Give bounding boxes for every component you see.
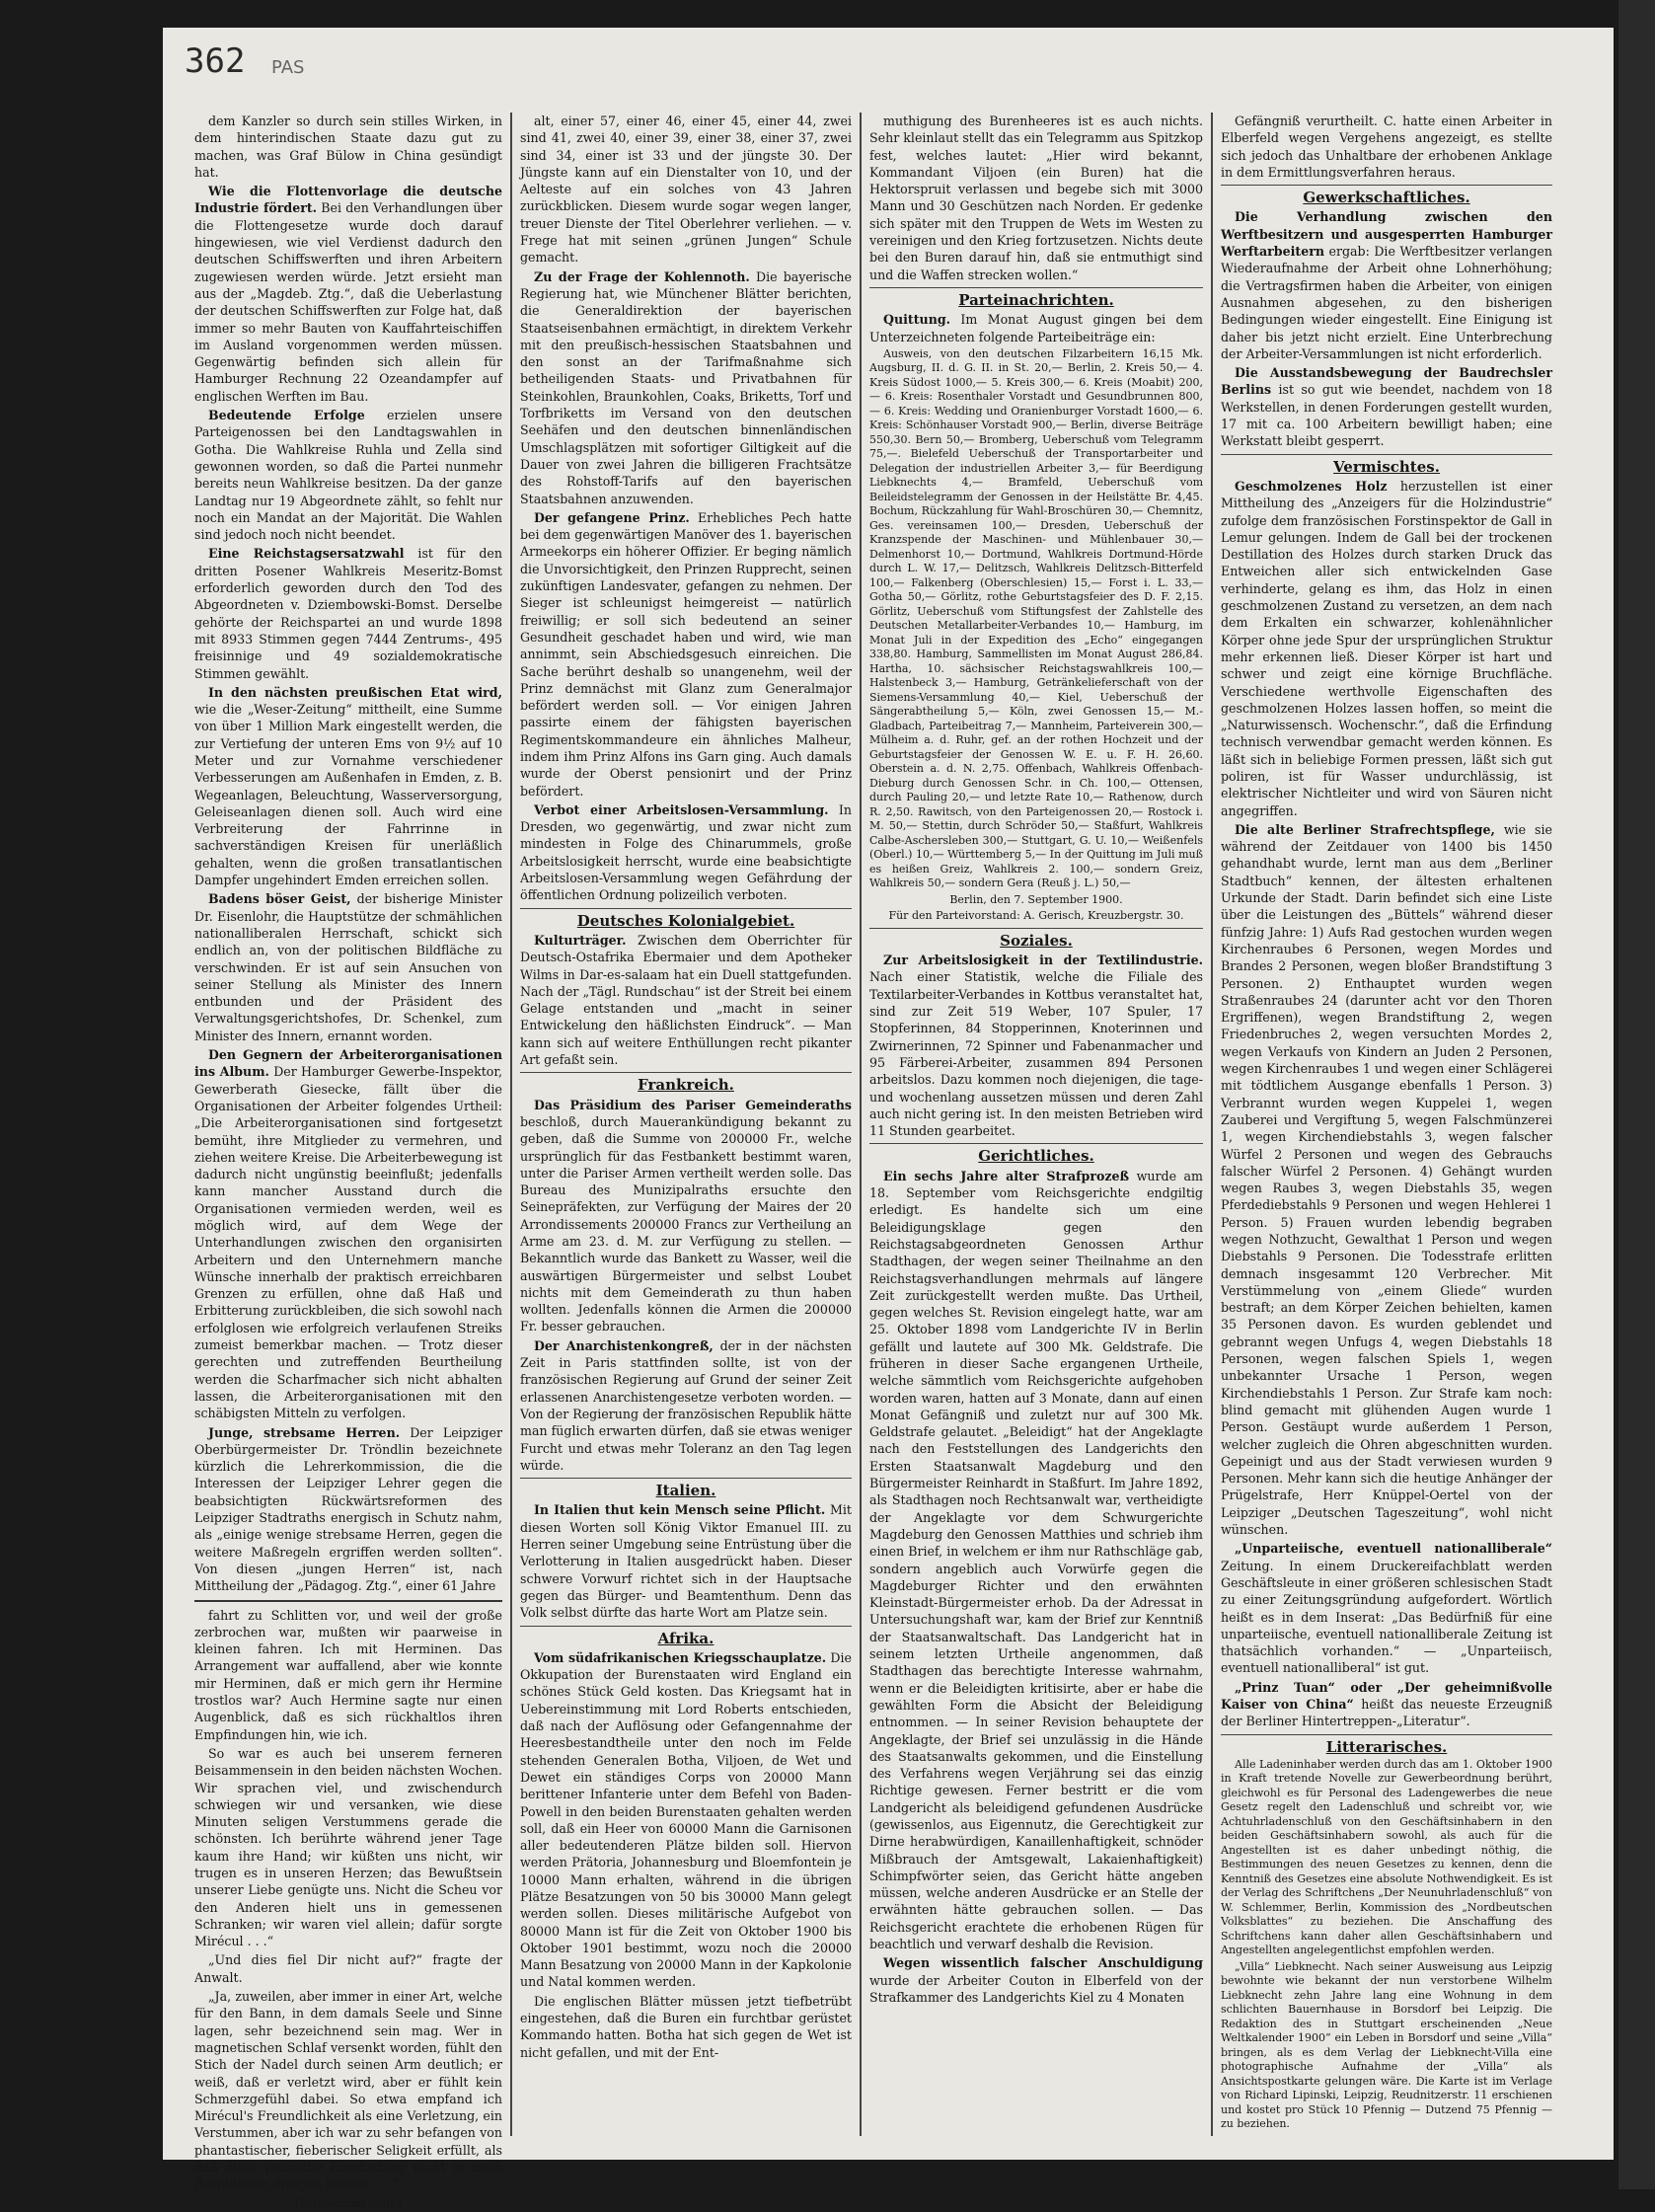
article-paragraph: [520, 1097, 852, 1335]
serial-paragraph: fahrt zu Schlitten vor, und weil der große zerbrochen war, mußten wir paarweise in kleinen fahren. Ich mit Herminen. Das Arrangement war auffallend, aber wie konnte mir Herminen, daß er mich gern ihr Hermine trostlos war? Auch Hermine sagte nur einen Augenblick, daß es sich rückhaltlos ihren Empfindungen hin, wie ich.: [194, 1607, 502, 1742]
signature-line: Für den Parteivorstand: A. Gerisch, Kreuzbergstr. 30.: [888, 909, 1184, 923]
article-headline: Zur Arbeitslosigkeit in der Textilindustrie.: [883, 953, 1203, 968]
column-rule: [1211, 113, 1213, 2136]
page-number: 362: [185, 41, 246, 81]
article-paragraph: [520, 1501, 852, 1621]
article-paragraph: [194, 684, 502, 889]
article-headline: Verbot einer Arbeitslosen-Versammlung.: [534, 801, 829, 817]
article-body: Erhebliches Pech hatte bei dem gegenwärtigen Manöver des 1. bayerischen Armeekorps ein höherer Offizier. Er beging nämlich die Unvorsichtigkeit, den Prinzen Rupprecht, seinen zukünftigen Landesvater, gefangen zu nehmen. Der Sieger ist schleunigst heimgereist — natürlich freiwillig; er soll sich bedeutend an seiner Gesundheit geschadet haben und wird, wie man annimmt, sein Abschiedsgesuch einreichen. Die Sache berührt deshalb so unangenehm, weil der Prinz demnächst mit Glanz zum Generalmajor befördert werden soll. — Vor einigen Jahren passirte einem der fähigsten bayerischen Regimentskommandeure ein ähnliches Malheur, indem ihm Prinz Alfons ins Garn ging. Auch damals wurde der Oberst pensionirt und der Prinz befördert.: [520, 509, 852, 799]
serial-paragraph: „Und dies fiel Dir nicht auf?“ fragte der Anwalt.: [194, 1952, 502, 1985]
column-3: [869, 113, 1203, 2146]
column-1: [194, 113, 502, 2210]
serial-paragraph: So war es auch bei unserem ferneren Beisammensein in den beiden nächsten Wochen. Wir sprachen viel, und zwischendurch schwiegen wir und versanken, wie diese Minuten seligen Verstummens gerade die schönsten. Ich berührte während jener Tage kaum ihre Hand; wir küßten uns nicht, wir trugen es in unseren Herzen; das Bewußtsein unserer Liebe genügte uns. Nicht die Scheu vor den Anderen hielt uns in gemessenen Schranken; wir waren viel allein; dafür sorgte Mirécul . . .“: [194, 1745, 502, 1949]
article-paragraph: [1221, 113, 1552, 181]
article-headline: Wegen wissentlich falscher Anschuldigung: [883, 1955, 1203, 1971]
article-body: Zeitung. In einem Druckereifachblatt werden Geschäftsleute in einer größeren schlesischen Stadt zu einer Zeitungsgründung aufgefordert. Wörtlich heißt es in dem Inserat: „Das Bedürfniß für eine unparteiische, eventuell nationalliberale Zeitung ist thatsächlich vorhanden.“ — „Unparteiisch, eventuell nationalliberal“ ist gut.: [1221, 1558, 1552, 1676]
article-headline: Ein sechs Jahre alter Strafprozeß: [883, 1168, 1130, 1183]
fine-print-paragraph: Alle Ladeninhaber werden durch das am 1. Oktober 1900 in Kraft tretende Novelle zur Gewerbeordnung berührt, gleichwohl es für Personal des Ladengewerbes die neue Gesetz regelt den Ladenschluß und schreibt vor, wie Achtuhrladenschluß von den Geschäftsinhabern in den beiden Geschäftsinhabern sowohl, als auch für die Angestellten ist es daher unbedingt nöthig, die Bestimmungen des neuen Gesetzes zu kennen, denn die Kenntniß des Gesetzes eine absolute Nothwendigkeit. Es ist der Verlag des Schriftchens „Der Neunuhrladenschluß“ von W. Schlemmer, Berlin, Kommission des „Nordbeutschen Volksblattes“ zu beziehen. Die Anschaffung des Schriftchens kann daher allen Geschäftsinhabern und Angestellten angelegentlichst empfohlen werden.: [1221, 1757, 1552, 1957]
article-paragraph: [520, 1993, 852, 2061]
article-paragraph: [520, 113, 852, 267]
article-body: alt, einer 57, einer 46, einer 45, einer 44, zwei sind 41, zwei 40, einer 39, einer 38, einer 37, zwei sind 34, einer ist 33 und der jüngste 30. Der Jüngste kann auf ein Dienstalter von 10, und der Aelteste auf ein solches von 43 Jahren zurückblicken. Diesem wurde sogar wegen langer, treuer Dienste der Titel Oberlehrer verliehen. — v. Frege hat mit seinen „grünen Jungen“ Schule gemacht.: [520, 114, 852, 266]
continuation-note: (Fortsetzung folgt.): [294, 2196, 403, 2210]
section-rule: [869, 1143, 1203, 1144]
article-body: beschloß, durch Mauerankündigung bekannt zu geben, daß die Summe von 200000 Fr., welche ursprünglich für das Festbankett bestimmt waren, unter die Pariser Armen vertheilt werden solle. Das Bureau des Munizipalraths ersuchte den Seinepräfekten, zur Verfügung der Maires der 20 Arrondissements 200000 Francs zur Vertheilung an Arme am 23. d. M. zur Verfügung zu stellen. — Bekanntlich wurde das Bankett zu Wasser, weil die auswärtigen Bürgermeister und selbst Loubet nichts mit dem Gemeinderath zu thun haben wollten. Jedenfalls können die Armen die 200000 Fr. besser gebrauchen.: [520, 1113, 852, 1335]
article-body: Zwischen dem Oberrichter für Deutsch-Ostafrika Ebermaier und dem Apotheker Wilms in Dar-es-salaam hat ein Duell stattgefunden. Nach der „Tägl. Rundschau“ ist der Streit bei einem Gelage entstanden und „macht in seiner Entwickelung den häßlichsten Eindruck“. — Man kann sich auf weitere Enthüllungen recht pikanter Art gefaßt sein.: [520, 932, 852, 1068]
article-paragraph: [520, 1337, 852, 1474]
fine-print-paragraph: Ausweis, von den deutschen Filzarbeitern 16,15 Mk. Augsburg, II. d. G. II. in St. 20,— Berlin, 2. Kreis 50,— 4. Kreis Südost 1000,— 5. Kreis 300,— 6. Kreis (Moabit) 200,— 6. Kreis: Rosenthaler Vorstadt und Gesundbrunnen 800,— 6. Kreis: Wedding und Oranienburger Vorstadt 1600,— 6. Kreis: Schönhauser Vorstadt 900,— Berlin, diverse Beiträge 550,30. Bern 50,— Bromberg, Ueberschuß vom Telegramm 75,—. Bielefeld Ueberschuß der Transportarbeiter und Delegation der industriellen Arbeiter 3,— für Beerdigung Liebknechts 4,— Bramfeld, Ueberschuß vom Beileidstelegramm der Genossen in der Heilstätte Br. 4,45. Bochum, Rückzahlung für Wahl-Broschüren 30,— Chemnitz, Ges. vereinsamen 100,— Dresden, Ueberschuß der Kranzspende der Maschinen- und Mühlenbauer 30,— Delmenhorst 10,— Dortmund, Wahlkreis Dortmund-Hörde durch L. W. 17,— Delitzsch, Wahlkreis Delitzsch-Bitterfeld 100,— Falkenberg (Oberschlesien) 15,— Forst i. L. 33,— Gotha 50,— Görlitz, rothe Geburtstagsfeier des D. F. 2,15. Görlitz, Ueberschuß vom Stiftungsfest der Zahlstelle des Deutschen Metallarbeiter-Verbandes 10,— Hamburg, im Monat Juli in der Expedition des „Echo“ eingegangen 338,80. Hamburg, Sammellisten im Monat August 286,84. Hartha, 10. sächsischer Reichstagswahlkreis 100,— Halstenbeck 3,— Hamburg, Getränkelieferschaft von der Siemens-Versammlung 40,— Kiel, Ueberschuß der Sängerabtheilung 5,— Köln, zwei Genossen 15,— M.-Gladbach, Parteibeitrag 7,— Mannheim, Parteiverein 300,— Mülheim a. d. Ruhr, gef. an der rothen Hochzeit und der Geburtstagsfeier der Genossen W. E. u. F. H. 26,60. Oberstein a. d. N. 2,75. Offenbach, Wahlkreis Offenbach-Dieburg durch Genossen Schr. in Ch. 100,— Ottensen, durch Pauling 20,— und letzte Rate 10,— Rathenow, durch R. 2,50. Rawitsch, von den Parteigenossen 20,— Rostock i. M. 50,— Stettin, durch Schröder 50,— Staßfurt, Wahlkreis Calbe-Aschersleben 300,— Stuttgart, G. U. 10,— Weißenfels (Oberl.) 10,— Württemberg 5,— In der Quittung im Juli muß es heißen Greiz, Wahlkreis 2. 100,— sondern Greiz, Wahlkreis 50,— sondern Gera (Reuß j. L.) 50,—: [869, 346, 1203, 890]
article-body: Der Hamburger Gewerbe-Inspektor, Gewerberath Giesecke, fällt über die Organisationen der Arbeiter folgendes Urtheil: „Die Arbeiterorganisationen sind fortgesetzt bemüht, ihre Mitglieder zu vermehren, und ziehen weitere Kreise. Die Arbeiterbewegung ist dadurch nicht ungünstig beeinflußt; jedenfalls kann mancher Ausstand durch die Organisationen vermieden werden, weil es möglich wird, auf dem Wege der Unterhandlungen zwischen den organisirten Arbeitern und den Unternehmern manche Wünsche innerhalb der praktisch erreichbaren Grenzen zu erfüllen, ohne daß Haß und Erbitterung zurückbleiben, die sich sowohl nach erfolglosen wie erfolgreich verlaufenen Streiks zumeist bemerkbar machen. — Trotz dieser gerechten und zutreffenden Beurtheilung werden die Scharfmacher sich nicht abhalten lassen, die Arbeiterorganisationen mit den schäbigsten Mitteln zu verfolgen.: [194, 1064, 502, 1421]
newspaper-page: [163, 28, 1614, 2210]
article-headline: Der Anarchistenkongreß,: [534, 1337, 714, 1353]
section-heading: Soziales.: [1000, 931, 1073, 950]
article-paragraph: [1221, 821, 1552, 1538]
section-heading: Deutsches Kolonialgebiet.: [576, 911, 795, 930]
section-heading: Parteinachrichten.: [958, 290, 1114, 309]
article-paragraph: [520, 1649, 852, 1991]
section-heading: Afrika.: [657, 1629, 715, 1647]
article-body: dem Kanzler so durch sein stilles Wirken, in dem hinterindischen Staate dazu gut zu machen, was Graf Bülow in China gesündigt hat.: [194, 114, 502, 180]
article-body: Bei den Verhandlungen über die Flottengesetze wurde doch darauf hingewiesen, wie viel Verdienst dadurch den deutschen Schiffswerften und ihren Arbeitern zugewiesen werden würde. Jetzt ersieht man aus der „Magdeb. Ztg.“, daß die Ueberlastung der deutschen Schiffswerften zur Folge hat, daß immer so mehr Bauten von Kauffahrteischiffen im Ausland vorgenommen werden müssen. Gegenwärtig befinden sich allein für Hamburger Rechnung 22 Ozeandampfer auf englischen Werften im Bau.: [194, 200, 502, 404]
article-body: muthigung des Burenheeres ist es auch nichts. Sehr kleinlaut stellt das ein Telegramm aus Spitzkop fest, welches lautet: „Hier wird bekannt, Kommandant Viljoen (ein Buren) hat die Hektorspruit verlassen und begebe sich mit 3000 Mann und 30 Geschützen nach Norden. Er gedenke sich später mit den Truppen de Wets im Westen zu vereinigen und den Krieg fortzusetzen. Nichts deute bei den Buren darauf hin, daß sie entmuthigt sind und die Waffen strecken wollen.“: [869, 114, 1203, 282]
scan-edge: [1618, 0, 1655, 2189]
section-rule: [869, 928, 1203, 929]
serial-paragraph: „Ja, zuweilen, aber immer in einer Art, welche für den Bann, in dem damals Seele und Sinne lagen, sehr bezeichnend sein mag. Wer in magnetischen Schlaf versenkt worden, fühlt den Stich der Nadel durch seinen Arm deutlich; er weiß, daß er verletzt wird, aber er fühlt kein Schmerzgefühl dabei. So etwa empfand ich Mirécul's Freundlichkeit als eine Verletzung, ein Verstummen, aber ich war zu sehr befangen von phantastischer, fieberischer Seligkeit erfüllt, als daß diese peinliche Empfindung nicht in mein Bewußtsein dringen konnte . . .“: [194, 1989, 502, 2192]
column-rule: [510, 113, 512, 2136]
article-body: wie sie während der Zeitdauer von 1400 bis 1450 gehandhabt wurde, lernt man aus dem „Berliner Stadtbuch“ kennen, der ältesten erhaltenen Urkunde der Stadt. Darin befindet sich eine Liste über die Leistungen des „Büttels“ während dieser fünfzig Jahre: 1) Aufs Rad gestochen wurden wegen Kirchenraubes 6 Personen, wegen Mordes und Brandes 2 Personen, wegen bloßer Brandstiftung 3 Personen. 2) Enthauptet wurden wegen Straßenraubes 24 (darunter acht vor den Thoren Ergriffenen), wegen Brandstiftung 2, wegen Friedenbruches 2, wegen versuchten Mordes 2, wegen Verkaufs von Kindern an Juden 2 Personen, wegen Kirchenraubes 1 und wegen einer Schlägerei mit tödtlichem Ausgange ebenfalls 1 Person. 3) Verbrannt wurden wegen Kuppelei 1, wegen Zauberei und Vergiftung 5, wegen Falschmünzerei 1, wegen Kirchendiebstahls 3, wegen falscher Würfel 2 Personen und wegen des Gebrauchs falscher Würfel 2 Personen. 4) Gehängt wurden wegen Raubes 3, wegen Diebstahls 35, wegen Pferdediebstahls 9 Personen und wegen Hehlerei 1 Person. 5) Frauen wurden lebendig begraben wegen Nothzucht, Gewalthat 1 Person und wegen Diebstahls 9 Personen. Die Todesstrafe erlitten demnach insgesammt 120 Verbrecher. Mit Verstümmelung von „einem Gliede“ wurden bestraft; an dem Körper Zeichen behielten, kamen 35 Personen davon. Es wurden geblendet und gebrannt wegen Unfugs 4, wegen Diebstahls 18 Personen, wegen falschen Spiels 1, wegen unbekannter Ursache 1 Person, wegen Kirchendiebstahls 1 Person. Zur Strafe kam noch: blind gemacht mit glühenden Augen wurde 1 Person. Gestäupt wurde außerdem 1 Person, welcher zugleich die Ohren abgeschnitten wurden. Gepeinigt und aus der Stadt verwiesen wurden 9 Personen. Mehr kann sich die heutige Anhänger der Prügelstrafe, Herr Knüppel-Oertel von der Leipziger „Deutschen Tageszeitung“, wohl nicht wünschen.: [1221, 821, 1552, 1538]
article-body: Im Monat August gingen bei dem Unterzeichneten folgende Parteibeiträge ein:: [869, 312, 1203, 344]
article-body: ist für den dritten Posener Wahlkreis Meseritz-Bomst erforderlich geworden durch den Tod des Abgeordneten v. Dziembowski-Bomst. Derselbe gehörte der Reichspartei an und wurde 1898 mit 8933 Stimmen gegen 7444 Zentrums-, 495 freisinnige und 49 sozialdemokratische Stimmen gewählt.: [194, 546, 502, 681]
column-1-news: [194, 113, 502, 1595]
article-headline: Kulturträger.: [534, 932, 627, 948]
article-body: der bisherige Minister Dr. Eisenlohr, die Hauptstütze der schmählichen nationalliberalen Herrschaft, schickt sich endlich an, von der politischen Bildfläche zu verschwinden. Er ist auf sein Ansuchen von seiner Stellung als Minister des Innern entbunden und der Präsident des Verwaltungsgerichtshofes, Dr. Schenkel, zum Minister des Innern, ernannt worden.: [194, 891, 502, 1043]
article-paragraph: [194, 407, 502, 543]
article-paragraph: [1221, 208, 1552, 362]
archive-stamp: PAS: [271, 57, 305, 78]
article-body: Nach einer Statistik, welche die Filiale des Textilarbeiter-Verbandes in Kottbus veranstaltet hat, sind zur Zeit 519 Weber, 107 Spuler, 17 Stopferinnen, 84 Stopperinnen, Knoterinnen und Zwirnerinnen, 72 Spinner und Fabenanmacher und 95 Färberei-Arbeiter, zusammen 894 Personen arbeitslos. Dazu kommen noch diejenigen, die tage- und wochenlang aussetzen müssen und deren Zahl auch nicht gering ist. In den meisten Betrieben wird 11 Stunden gearbeitet.: [869, 969, 1203, 1139]
article-body: Mit diesen Worten soll König Viktor Emanuel III. zu Herren seiner Umgebung seine Entrüstung über die Verlotterung in Italien ausgedrückt haben. Dieser schwere Vorwurf richtet sich in der Hauptsache gegen das Bürger- und Beamtenthum. Denn das Volk selbst dürfte das harte Wort am Platze sein.: [520, 1502, 852, 1621]
fine-print-paragraph: „Villa“ Liebknecht. Nach seiner Ausweisung aus Leipzig bewohnte wie bekannt der nun verstorbene Wilhelm Liebknecht zehn Jahre lang eine Wohnung in dem schlichten Bauernhause in Borsdorf bei Leipzig. Die Redaktion des in Stuttgart erscheinenden „Neue Weltkalender 1900“ ein Leben in Borsdorf und seine „Villa“ bringen, als es dem Verlag der Liebknecht-Villa eine photographische Aufnahme der „Villa“ als Ansichtspostkarte gelungen wäre. Die Karte ist im Verlage von Richard Lipinski, Leipzig, Reudnitzerstr. 11 erschienen und kostet pro Stück 10 Pfennig — Dutzend 75 Pfennig — zu beziehen.: [1221, 1959, 1552, 2131]
article-paragraph: [1221, 364, 1552, 449]
section-rule: [1221, 454, 1552, 455]
article-body: herzustellen ist einer Mittheilung des „Anzeigers für die Holzindustrie“ zufolge dem französischen Forstinspektor de Gall in Lemur gelungen. Indem de Gall bei der trockenen Destillation des Holzes durch starken Druck das Entweichen aller sich entwickelnden Gase verhinderte, gelang es ihm, das Holz in einen geschmolzenen Zustand zu versetzen, an dem nach dem Erkalten ein schwarzer, kohlenähnlicher Körper ohne jede Spur der ursprünglichen Struktur mehr erkennen ließ. Dieser Körper ist hart und schwer und zeigt eine körnige Bruchfläche. Verschiedene werthvolle Eigenschaften des geschmolzenen Holzes lassen hoffen, so meint die „Naturwissensch. Wochenschr.“, daß die Erfindung technisch verwendbar gemacht werden können. Es läßt sich in beliebige Formen pressen, läßt sich gut poliren, ist für Wasser undurchlässig, ist elektrischer Nichtleiter und wird von Säuren nicht angegriffen.: [1221, 478, 1552, 818]
article-headline: Den Gegnern der Arbeiterorganisationen ins Album.: [194, 1047, 502, 1080]
section-rule: [520, 1072, 852, 1073]
section-rule: [520, 1626, 852, 1627]
article-headline: Eine Reichstagsersatzwahl: [208, 546, 405, 562]
column-4: [1221, 113, 1552, 2146]
article-paragraph: [194, 113, 502, 181]
section-heading: Vermischtes.: [1333, 457, 1440, 476]
article-headline: „Unparteiische, eventuell nationalliberale“: [1235, 1541, 1552, 1557]
section-heading: Gerichtliches.: [978, 1147, 1094, 1166]
section-rule: [520, 908, 852, 909]
section-rule: [1221, 185, 1552, 186]
article-headline: Zu der Frage der Kohlennoth.: [534, 268, 750, 284]
article-paragraph: [520, 801, 852, 904]
article-paragraph: [194, 183, 502, 405]
feuilleton-serial: [194, 1607, 502, 2193]
article-headline: Badens böser Geist,: [208, 891, 351, 907]
article-body: In Dresden, wo gegenwärtig, und zwar nicht zum mindesten in Folge des Chinarummels, große Arbeitslosigkeit herrscht, wurde eine beabsichtigte Arbeitslosen-Versammlung wegen Gefährdung der öffentlichen Ordnung polizeilich verboten.: [520, 801, 852, 903]
feuilleton-divider: [194, 1600, 502, 1602]
article-headline: Wie die Flottenvorlage die deutsche Industrie fördert.: [194, 184, 502, 216]
signature-line: Berlin, den 7. September 1900.: [949, 892, 1123, 906]
article-paragraph: [1221, 478, 1552, 819]
article-headline: Das Präsidium des Pariser Gemeinderaths: [534, 1097, 852, 1112]
section-rule: [1221, 1734, 1552, 1735]
article-paragraph: [194, 890, 502, 1044]
article-body: heißt das neueste Erzeugniß der Berliner Hintertreppen-„Literatur“.: [1221, 1697, 1552, 1729]
article-headline: Die alte Berliner Strafrechtspflege,: [1235, 821, 1495, 837]
article-headline: Junge, strebsame Herren.: [208, 1424, 401, 1440]
section-heading: Gewerkschaftliches.: [1303, 189, 1470, 207]
article-paragraph: [520, 268, 852, 507]
section-heading: Litterarisches.: [1325, 1737, 1448, 1756]
article-headline: Geschmolzenes Holz: [1235, 478, 1388, 494]
column-rule: [860, 113, 862, 2136]
article-headline: Der gefangene Prinz.: [534, 509, 690, 525]
article-paragraph: [1221, 1679, 1552, 1730]
article-body: Gefängniß verurtheilt. C. hatte einen Arbeiter in Elberfeld wegen Vergehens angezeigt, es stellte sich jedoch das Unhaltbare der erhobenen Anklage in dem Ermittlungsverfahren heraus.: [1221, 114, 1552, 180]
article-paragraph: [520, 509, 852, 800]
article-body: Die bayerische Regierung hat, wie Münchener Blätter berichten, die Generaldirektion der bayerischen Staatseisenbahnen ermächtigt, in direktem Verkehr mit den preußisch-hessischen Staatsbahnen und den sonst an der Tarifmaßnahme sich betheiligenden Staats- und Privatbahnen für Steinkohlen, Braunkohlen, Coaks, Briketts, Torf und Torfbriketts im Versand von den deutschen Seehäfen und den deutschen binnenländischen Umschlagsplätzen mit sofortiger Giltigkeit auf die Dauer von zwei Jahren die billigeren Frachtsätze des Rohstoff-Tarifs auf den bayerischen Staatsbahnen anzuwenden.: [520, 268, 852, 506]
article-headline: In Italien thut kein Mensch seine Pflicht.: [534, 1502, 826, 1518]
column-2: [520, 113, 852, 2146]
article-body: wurde der Arbeiter Couton in Elberfeld von der Strafkammer des Landgerichts Kiel zu 4 Monaten: [869, 1972, 1203, 2005]
article-headline: Die Verhandlung zwischen den Werftbesitzern und ausgesperrten Hamburger Werftarbeitern: [1221, 209, 1552, 260]
article-body: ist so gut wie beendet, nachdem von 18 Werkstellen, in denen Forderungen gestellt wurden, 17 mit ca. 100 Arbeitern bewilligt haben; eine Werkstatt bleibt gesperrt.: [1221, 382, 1552, 449]
article-body: der in der nächsten Zeit in Paris stattfinden sollte, ist von der französischen Regierung auf Grund der seiner Zeit erlassenen Anarchistengesetze verboten worden. — Von der Regierung der französischen Republik hätte man füglich erwarten dürfen, daß sie etwas weniger Furcht und etwas mehr Toleranz an den Tag legen würde.: [520, 1337, 852, 1473]
article-paragraph: [1221, 1540, 1552, 1676]
article-paragraph: [869, 1954, 1203, 2006]
article-body: Der Leipziger Oberbürgermeister Dr. Tröndlin bezeichnete kürzlich die Lehrerkommission, die die Interessen der Leipziger Lehrer gegen die beabsichtigten Rückwärtsreformen des Leipziger Stadtraths energisch in Schutz nahm, als „einige wenige strebsame Herren, gegen die weitere Maßregeln ergriffen werden sollten“. Von diesen „jungen Herren“ ist, nach Mittheilung der „Pädagog. Ztg.“, einer 61 Jahre: [194, 1424, 502, 1594]
section-rule: [869, 287, 1203, 288]
article-body: wie die „Weser-Zeitung“ mittheilt, eine Summe von über 1 Million Mark eingestellt werden, die zur Vertiefung der unteren Ems von 9½ auf 10 Meter und zur Vornahme verschiedener Verbesserungen am Außenhafen in Emden, z. B. Wegeanlagen, Beleuchtung, Wasserversorgung, Geleiseanlagen dienen soll. Auch wird eine Verbreiterung der Fahrrinne in sachverständigen Kreisen für unerläßlich gehalten, wenn die großen transatlantischen Dampfer ungehindert Emden erreichen sollen.: [194, 702, 502, 888]
article-headline: Quittung.: [883, 312, 951, 328]
article-paragraph: [520, 932, 852, 1068]
section-heading: Frankreich.: [638, 1076, 734, 1095]
article-paragraph: [869, 113, 1203, 283]
article-paragraph: [194, 1046, 502, 1422]
article-paragraph: [194, 545, 502, 681]
article-body: wurde am 18. September vom Reichsgerichte endgiltig erledigt. Es handelte sich um eine Beleidigungsklage gegen den Reichstagsabgeordneten Genossen Arthur Stadthagen, der wegen seiner Theilnahme an den Reichstagsverhandlungen mehrmals auf längere Zeit zurückgestellt werden mußte. Das Urtheil, gegen welches St. Revision eingelegt hatte, war am 25. Oktober 1898 vom Landgerichte IV in Berlin gefällt und lautete auf 300 Mk. Geldstrafe. Die früheren in dieser Sache ergangenen Urtheile, welche sämmtlich vom Reichsgerichte aufgehoben worden waren, hatten auf 3 Monate, dann auf einen Monat Gefängniß und zuletzt nur auf 300 Mk. Geldstrafe gelautet. „Beleidigt“ hat der Angeklagte nach den Feststellungen des Landgerichts den Ersten Staatsanwalt Magdeburg und den Bürgermeister Reinhardt in Staßfurt. Im Jahre 1892, als Stadthagen noch Rechtsanwalt war, vertheidigte der Angeklagte vor dem Schwurgerichte Magdeburg den Genossen Matthies und schrieb ihm einen Brief, in welchem er ihm nur Rathschläge gab, sondern angeblich auch Vorwürfe gegen die Magdeburger Richter und den erwähnten Kleinstadt-Bürgermeister erhob. Da der Adressat in Untersuchungshaft war, kam der Brief zur Kenntniß der Staatsanwaltschaft. Das Landgericht hat in seinem letzten Urtheile angenommen, daß Stadthagen das berechtigte Interesse wahrnahm, wenn er die Beleidigten kritisirte, aber er habe die gewählten Form die Absicht der Beleidigung entnommen. — In seiner Revision behauptete der Angeklagte, der Brief sei unzulässig in die Hände des Staatsanwalts gekommen, und die Einstellung des Verfahrens wegen Verjährung sei das einzig Richtige gewesen. Ferner bestritt er die vom Landgericht als beleidigend gefundenen Ausdrücke (gewissenlos, aus Eigennutz, die Gerechtigkeit zur Dirne herabwürdigen, Kanaillenhaftigkeit, schnöder Mißbrauch der Amtsgewalt, Lakaienhaftigkeit) Schimpfwörter seien, das Gericht hätte angeben müssen, welche anderen Ausdrücke er an Stelle der erwähnten hätte gebrauchen sollen. — Das Reichsgericht erachtete die erhobenen Rügen für beachtlich und verwarf deshalb die Revision.: [869, 1168, 1203, 1952]
article-body: erzielen unsere Parteigenossen bei den Landtagswahlen in Gotha. Die Wahlkreise Ruhla und Zella sind gewonnen worden, so daß die Partei nunmehr bereits neun Wahlkreise besitzen. Da der ganze Landtag nur 19 Abgeordnete zählt, so fehlt nur noch ein Mandat an der Majorität. Die Wahlen sind jedoch noch nicht beendet.: [194, 408, 502, 543]
article-paragraph: [869, 1168, 1203, 1953]
article-headline: In den nächsten preußischen Etat wird,: [208, 684, 502, 700]
article-paragraph: [869, 952, 1203, 1139]
article-paragraph: [869, 311, 1203, 345]
article-headline: „Prinz Tuan“ oder „Der geheimnißvolle Kaiser von China“: [1221, 1679, 1552, 1713]
article-headline: Vom südafrikanischen Kriegsschauplatze.: [534, 1649, 827, 1665]
article-headline: Bedeutende Erfolge: [208, 408, 365, 423]
article-body: Die Okkupation der Burenstaaten wird England ein schönes Stück Geld kosten. Das Kriegsamt hat in Uebereinstimmung mit Lord Roberts entschieden, daß nach der Auflösung oder Gefangennahme der Heeresbestandtheile unter den noch im Felde stehenden Generalen Botha, Viljoen, de Wet und Dewet ein ständiges Corps von 20000 Mann berittener Infanterie unter dem Befehl von Baden-Powell in den beiden Burenstaaten gehalten werden soll, daß ein Heer von 60000 Mann die Garnisonen aller bedeutenderen Plätze bilden soll. Hiervon werden Prätoria, Johannesburg und Bloemfontein je 10000 Mann erhalten, während in die übrigen Plätze Besatzungen von 50 bis 30000 Mann gelegt werden sollen. Dieses militärische Aufgebot von 80000 Mann ist für die Zeit von Oktober 1900 bis Oktober 1901 bestimmt, wozu noch die 20000 Mann Besatzung von 20000 Mann in der Kapkolonie und Natal kommen werden.: [520, 1649, 852, 1990]
article-body: ergab: Die Werftbesitzer verlangen Wiederaufnahme der Arbeit ohne Lohnerhöhung; die Vertragsfirmen haben die Arbeiter, von einigen Ausnahmen abgesehen, zu den bisherigen Bedingungen wieder eingestellt. Eine Einigung ist daher bis jetzt nicht erzielt. Eine Unterbrechung der Arbeiter-Versammlungen ist nicht erforderlich.: [1221, 244, 1552, 361]
section-heading: Italien.: [655, 1482, 716, 1500]
article-paragraph: [194, 1424, 502, 1595]
section-rule: [520, 1478, 852, 1479]
article-headline: Die Ausstandsbewegung der Baudrechsler Berlins: [1221, 365, 1552, 398]
article-body: Die englischen Blätter müssen jetzt tiefbetrübt eingestehen, daß die Buren ein furchtbar gerüstet Kommando hatten. Botha hat sich gegen de Wet ist nicht gefallen, und mit der Ent-: [520, 1993, 852, 2060]
